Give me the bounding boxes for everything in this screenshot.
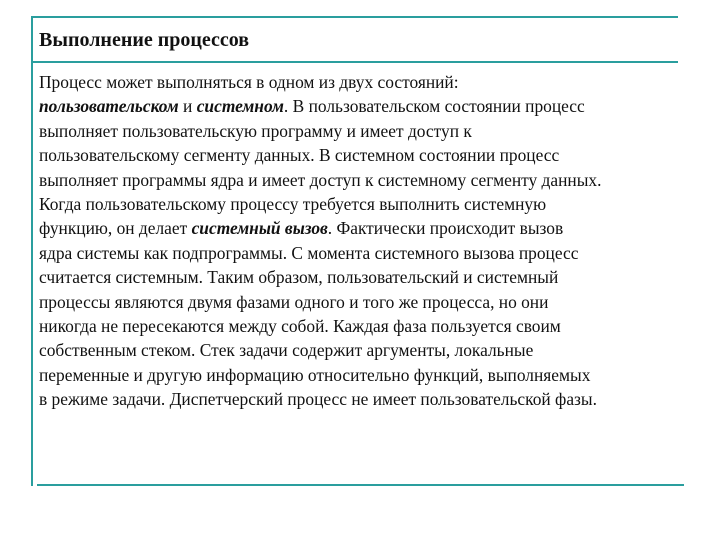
slide-title: Выполнение процессов [39, 29, 250, 51]
text-line: считается системным. Таким образом, пользовательский и системный [39, 267, 559, 288]
text-line: никогда не пересекаются между собой. Каждая фаза пользуется своим [39, 316, 561, 337]
text-line: в режиме задачи. Диспетчерский процесс не имеет пользовательской фазы. [39, 389, 597, 410]
body-paragraph [39, 70, 699, 412]
text-line: пользовательскому сегменту данных. В системном состоянии процесс [39, 145, 560, 166]
text-line: Когда пользовательскому процессу требуется выполнить системную [39, 194, 547, 215]
text-line [39, 216, 699, 240]
text-line: выполняет программы ядра и имеет доступ к системному сегменту данных. [39, 169, 602, 190]
text-line: Процесс может выполняться в одном из двух состояний: [39, 72, 459, 92]
text-line: процессы являются двумя фазами одного и того же процесса, но они [39, 291, 549, 312]
emphasis-system-mode: системном [196, 96, 284, 117]
text-fragment: и [178, 96, 197, 117]
text-fragment: функцию, он делает [39, 218, 192, 239]
text-line: ядра системы как подпрограммы. С момента системного вызова процесс [39, 242, 579, 263]
title-underline-rule [31, 61, 678, 63]
frame-bottom-rule [37, 484, 684, 486]
text-fragment: . Фактически происходит вызов [327, 218, 564, 239]
text-line: переменные и другую информацию относительно функций, выполняемых [39, 364, 591, 385]
text-line [39, 94, 699, 118]
text-fragment: . В пользовательском состоянии процесс [283, 96, 585, 117]
frame-left-rule [31, 16, 33, 486]
text-line: выполняет пользовательскую программу и имеет доступ к [39, 120, 472, 141]
emphasis-system-call: системный вызов [191, 218, 328, 239]
emphasis-user-mode: пользовательском [39, 96, 179, 117]
text-line: собственным стеком. Стек задачи содержит аргументы, локальные [39, 340, 534, 361]
frame-top-rule [31, 16, 678, 18]
